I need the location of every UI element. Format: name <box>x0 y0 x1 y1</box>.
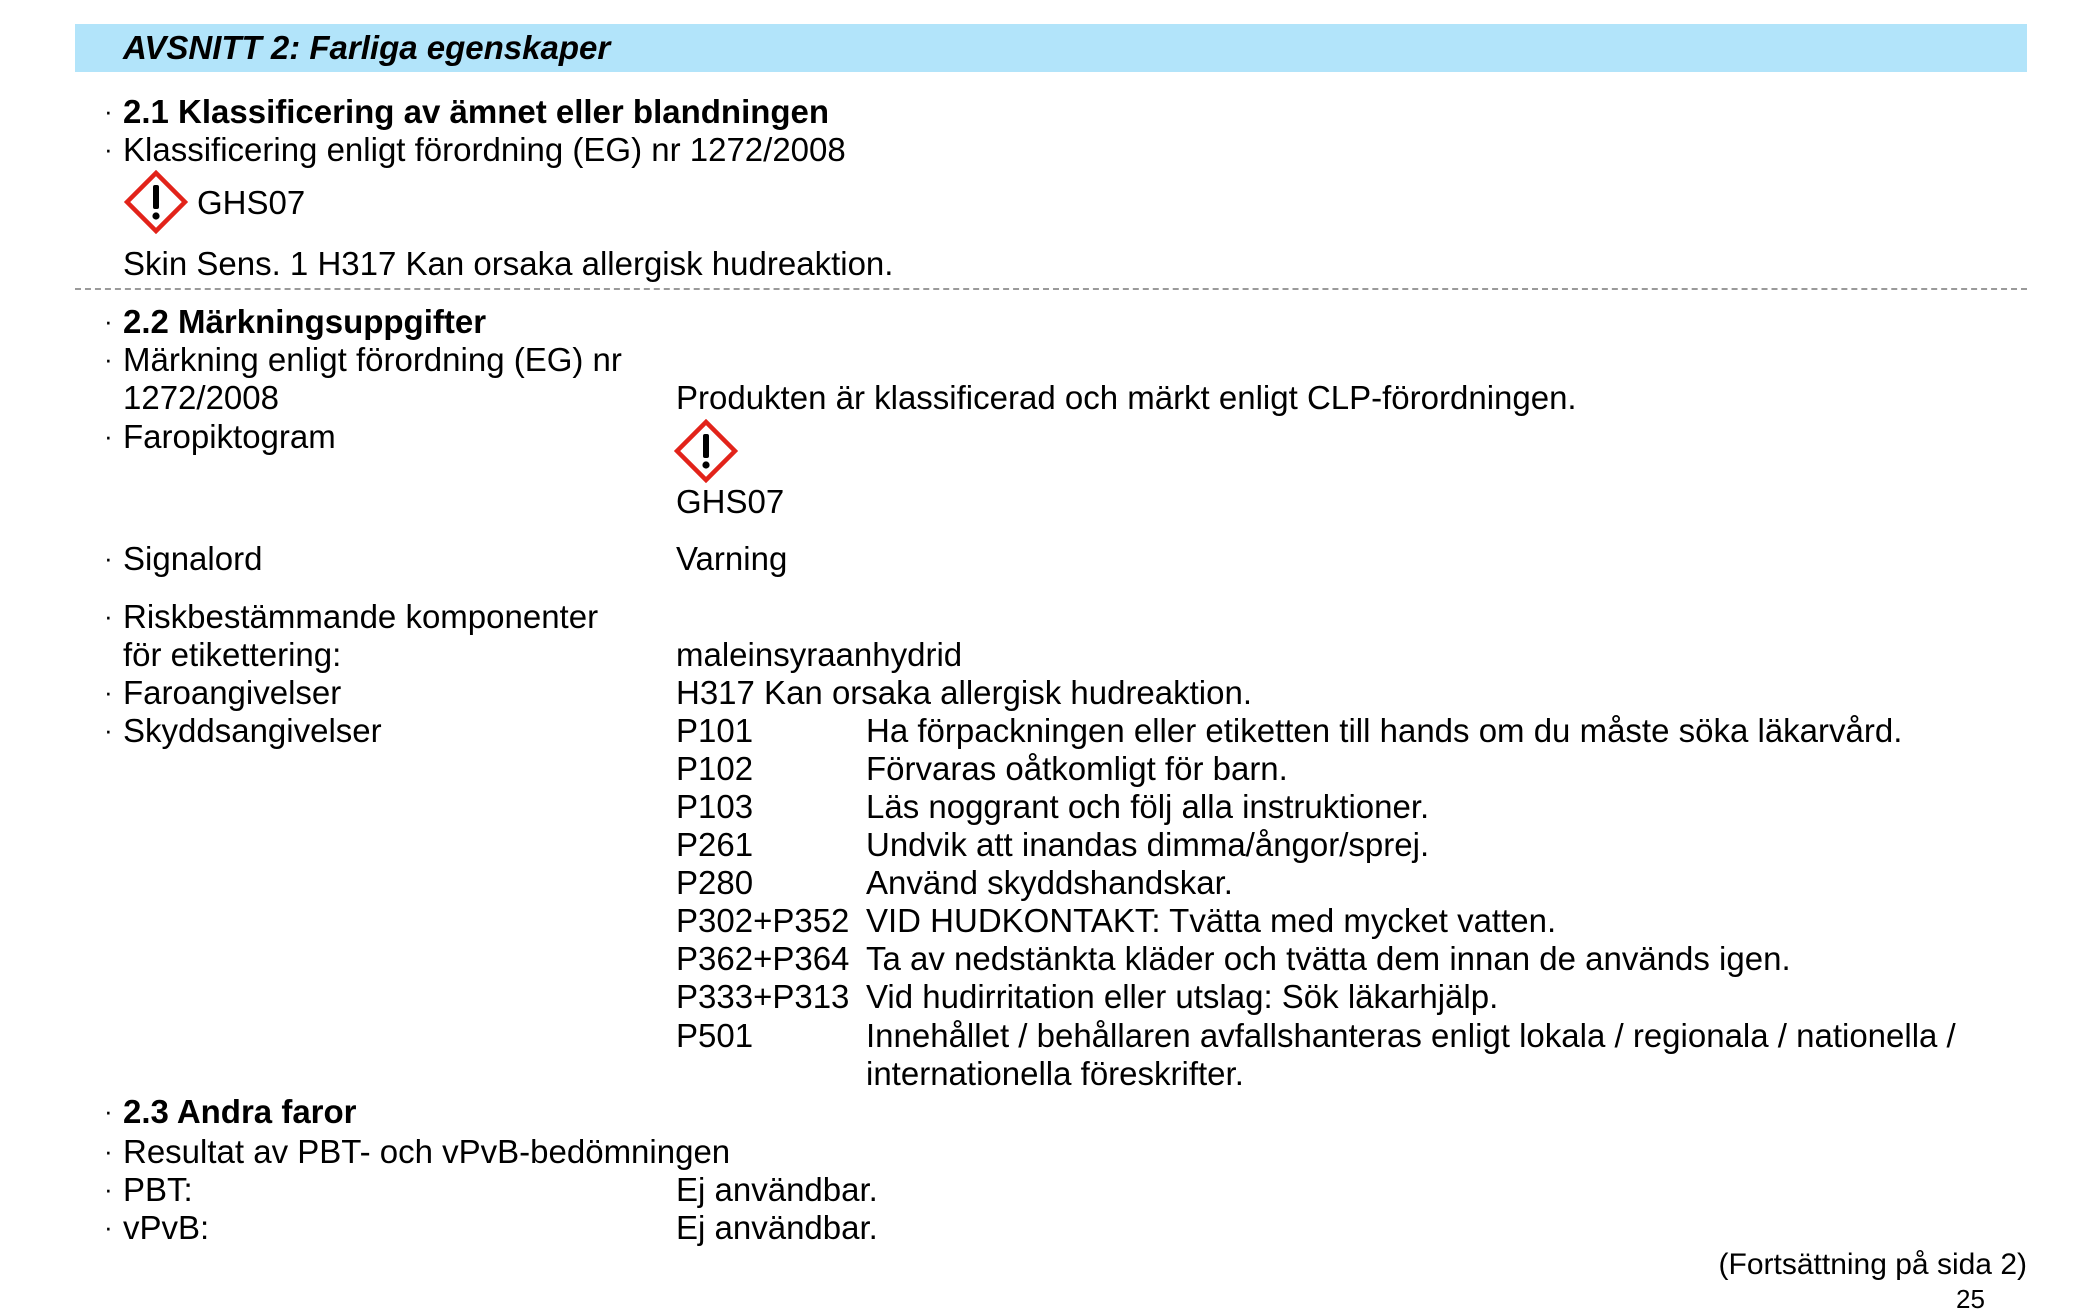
precaution-text: Läs noggrant och följ alla instruktioner. <box>866 788 1430 825</box>
precaution-code: P101 <box>676 712 754 749</box>
bullet: · <box>104 306 113 336</box>
pictogram-label: Faropiktogram <box>123 418 336 455</box>
risk-components-label: Riskbestämmande komponenter <box>123 598 599 635</box>
classification-statement: Skin Sens. 1 H317 Kan orsaka allergisk hudreaktion. <box>123 245 894 282</box>
pictogram-code-2-2: GHS07 <box>676 483 785 520</box>
bullet: · <box>104 1136 113 1166</box>
precaution-code: P362+P364 <box>676 940 850 977</box>
ghs07-exclamation-icon <box>124 170 188 234</box>
classification-regulation-label: Klassificering enligt förordning (EG) nr 1272/2008 <box>123 131 846 168</box>
risk-components-value: maleinsyraanhydrid <box>676 636 963 673</box>
signal-word-label: Signalord <box>123 540 263 577</box>
heading-2-1: 2.1 Klassificering av ämnet eller blandningen <box>123 93 830 130</box>
risk-components-label-cont: för etikettering: <box>123 636 342 673</box>
ghs07-exclamation-icon <box>674 419 738 483</box>
pbt-label: PBT: <box>123 1171 193 1208</box>
precautionary-statements-label: Skyddsangivelser <box>123 712 382 749</box>
precaution-code: P302+P352 <box>676 902 850 939</box>
labelling-regulation-label: Märkning enligt förordning (EG) nr <box>123 341 622 378</box>
heading-2-2: 2.2 Märkningsuppgifter <box>123 303 487 340</box>
precaution-text: Vid hudirritation eller utslag: Sök läkarhjälp. <box>866 978 1499 1015</box>
bullet: · <box>104 601 113 631</box>
precaution-code: P102 <box>676 750 754 787</box>
precaution-code: P333+P313 <box>676 978 850 1015</box>
section-divider <box>75 288 2027 290</box>
labelling-regulation-label-cont: 1272/2008 <box>123 379 279 416</box>
signal-word-value: Varning <box>676 540 788 577</box>
vpvb-value: Ej användbar. <box>676 1209 878 1246</box>
continuation-note: (Fortsättning på sida 2) <box>1718 1248 2027 1281</box>
bullet: · <box>104 134 113 164</box>
precaution-text: Använd skyddshandskar. <box>866 864 1233 901</box>
precaution-text: Ha förpackningen eller etiketten till hands om du måste söka läkarvård. <box>866 712 1903 749</box>
section-title: AVSNITT 2: Farliga egenskaper <box>123 29 611 66</box>
precaution-code: P261 <box>676 826 754 863</box>
precaution-text-cont: internationella föreskrifter. <box>866 1055 1244 1092</box>
precaution-code: P280 <box>676 864 754 901</box>
precaution-code: P103 <box>676 788 754 825</box>
bullet: · <box>104 421 113 451</box>
bullet: · <box>104 715 113 745</box>
bullet: · <box>104 96 113 126</box>
precaution-text: Innehållet / behållaren avfallshanteras enligt lokala / regionala / nationella / <box>866 1017 1956 1054</box>
bullet: · <box>104 677 113 707</box>
vpvb-label: vPvB: <box>123 1209 210 1246</box>
bullet: · <box>104 543 113 573</box>
precaution-text: VID HUDKONTAKT: Tvätta med mycket vatten. <box>866 902 1557 939</box>
bullet: · <box>104 1212 113 1242</box>
section-header-bar <box>75 24 2027 72</box>
page-number-fragment: 25 <box>1956 1284 1985 1314</box>
hazard-statement-value: H317 Kan orsaka allergisk hudreaktion. <box>676 674 1253 711</box>
hazard-statements-label: Faroangivelser <box>123 674 342 711</box>
pbt-vpvb-result-label: Resultat av PBT- och vPvB-bedömningen <box>123 1133 731 1170</box>
labelling-regulation-value: Produkten är klassificerad och märkt enligt CLP-förordningen. <box>676 379 1577 416</box>
precaution-text: Ta av nedstänkta kläder och tvätta dem innan de används igen. <box>866 940 1791 977</box>
bullet: · <box>104 344 113 374</box>
precaution-text: Förvaras oåtkomligt för barn. <box>866 750 1288 787</box>
pictogram-code-2-1: GHS07 <box>197 184 306 221</box>
precaution-text: Undvik att inandas dimma/ångor/sprej. <box>866 826 1430 863</box>
bullet: · <box>104 1096 113 1126</box>
precaution-code: P501 <box>676 1017 754 1054</box>
bullet: · <box>104 1174 113 1204</box>
pbt-value: Ej användbar. <box>676 1171 878 1208</box>
heading-2-3: 2.3 Andra faror <box>123 1093 357 1130</box>
